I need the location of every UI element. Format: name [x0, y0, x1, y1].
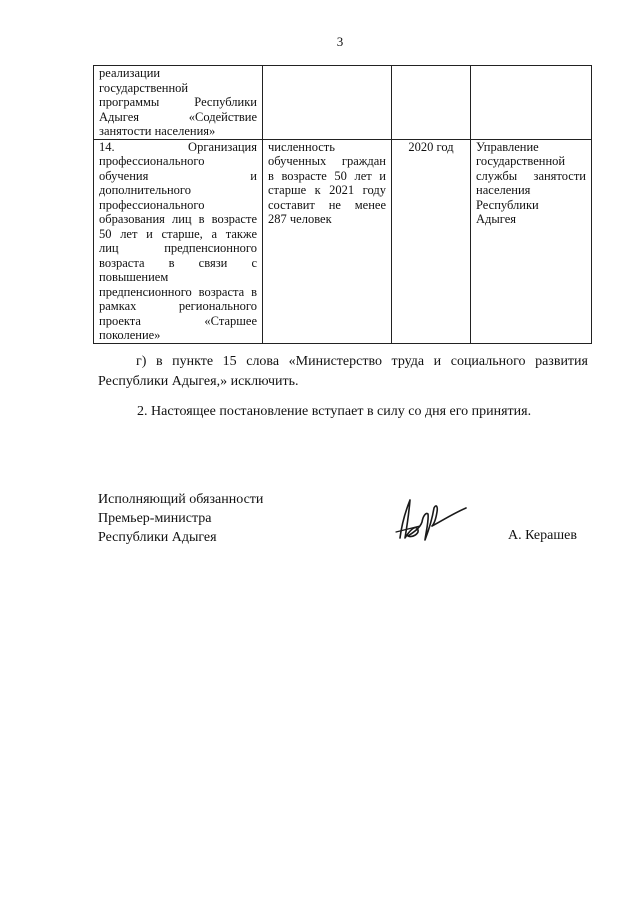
- cell-line: составит не менее: [268, 197, 386, 212]
- signatory-title-line: Республики Адыгея: [98, 530, 217, 545]
- cell-line: возраста в связи с: [99, 255, 257, 270]
- cell-line: рамках регионального: [99, 299, 257, 313]
- page-number: 3: [336, 34, 344, 49]
- signatory-title: [98, 490, 263, 547]
- table-cell-event: [94, 66, 263, 140]
- table-cell-indicator: [263, 139, 392, 343]
- cell-line: программы Республики: [99, 95, 257, 109]
- cell-line: службы занятости: [476, 168, 586, 183]
- cell-line: образования лиц в возрасте: [99, 212, 257, 226]
- cell-line: профессионального: [99, 154, 205, 168]
- cell-line: обучения и: [99, 168, 257, 183]
- cell-line: Адыгея: [476, 212, 517, 226]
- cell-line: Управление: [476, 139, 539, 154]
- cell-line: Республики: [476, 197, 539, 212]
- handwritten-signature: [392, 492, 470, 544]
- cell-line: населения: [476, 183, 531, 197]
- cell-line: Адыгея «Содействие: [99, 109, 257, 124]
- cell-line: в возрасте 50 лет и: [268, 168, 386, 183]
- amendment-paragraph: [98, 352, 588, 392]
- signatory-title-line: Премьер-министра: [98, 511, 212, 526]
- document-table: [93, 65, 592, 344]
- cell-line: государственной: [476, 154, 566, 168]
- cell-line: государственной: [99, 80, 189, 95]
- signer-name: А. Керашев: [508, 528, 577, 543]
- cell-line: 287 человек: [268, 212, 332, 226]
- signatory-title-line: Исполняющий обязанности: [98, 492, 264, 507]
- cell-line: поколение»: [99, 328, 161, 342]
- table-cell-responsible: [471, 139, 592, 343]
- cell-line: 14. Организация: [99, 139, 257, 154]
- cell-line: дополнительного: [99, 183, 191, 197]
- table-cell-indicator: [263, 66, 392, 140]
- table-cell-event: [94, 139, 263, 343]
- amendment-line: г) в пункте 15 слова «Министерство труда и социального развития: [136, 354, 588, 369]
- cell-line: обученных граждан: [268, 154, 386, 168]
- cell-line: профессионального: [99, 197, 205, 212]
- cell-line: лиц предпенсионного: [99, 241, 257, 255]
- table-cell-deadline: [392, 66, 471, 140]
- cell-line: 50 лет и старше, а также: [99, 226, 257, 241]
- effective-date-paragraph: 2. Настоящее постановление вступает в силу со дня его принятия.: [137, 404, 532, 419]
- amendment-line: Республики Адыгея,» исключить.: [98, 374, 299, 389]
- cell-line: предпенсионного возраста в: [99, 284, 257, 299]
- cell-line: численность: [268, 139, 335, 154]
- cell-line: занятости населения»: [99, 124, 216, 138]
- cell-line: старше к 2021 году: [268, 183, 386, 197]
- table-row: [94, 66, 592, 140]
- table-cell-deadline: 2020 год: [392, 139, 471, 343]
- cell-line: реализации: [99, 66, 161, 80]
- cell-line: проекта «Старшее: [99, 313, 257, 328]
- cell-line: повышением: [99, 270, 169, 284]
- table-cell-responsible: [471, 66, 592, 140]
- table-row: [94, 139, 592, 343]
